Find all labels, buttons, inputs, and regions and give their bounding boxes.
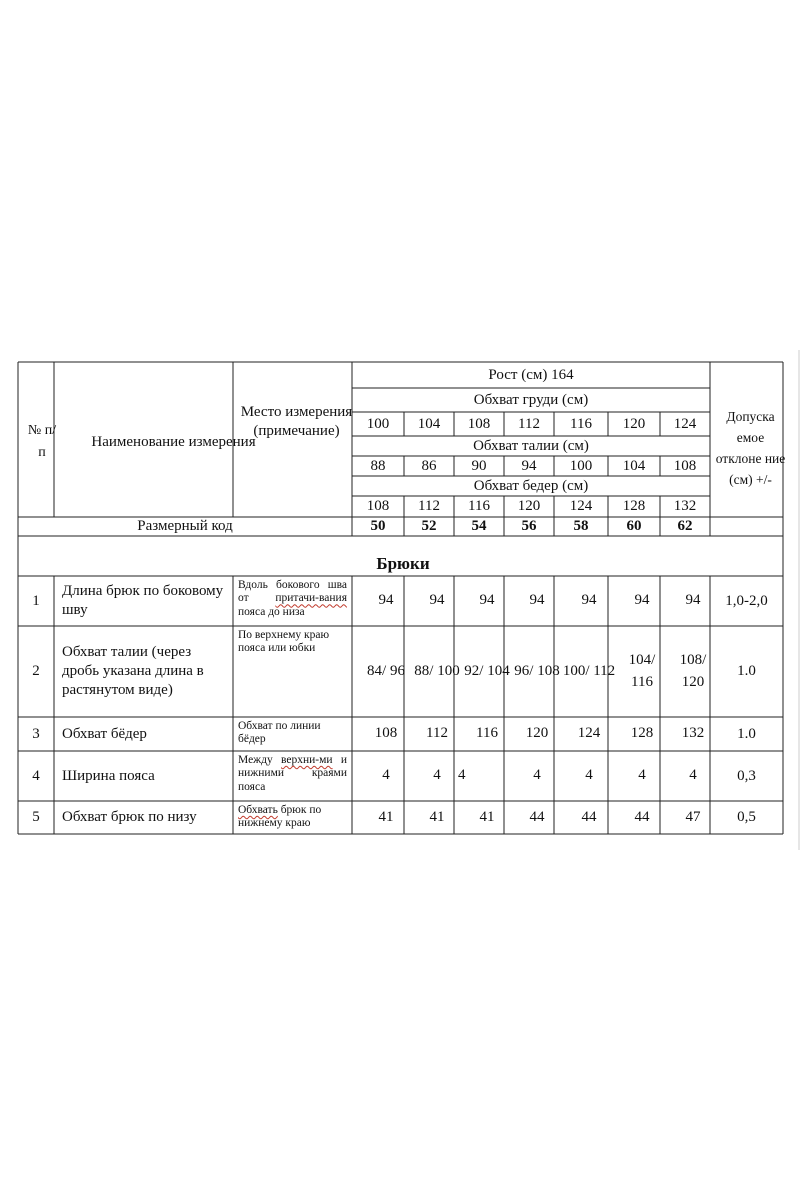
row-value: 88/ 100 — [414, 662, 460, 679]
note-text: Вдоль бокового шва от — [238, 579, 347, 605]
size-code-value: 52 — [421, 518, 437, 534]
size-code-value: 62 — [677, 518, 693, 534]
row-value: 4 — [638, 767, 646, 784]
row-value: 96/ 108 — [514, 662, 560, 679]
chest-value: 100 — [366, 415, 390, 432]
note-text: Обхват по линии бёдер — [238, 720, 321, 746]
header-waist-label: Обхват талии (см) — [473, 437, 589, 454]
size-code-value: 54 — [471, 518, 487, 534]
row-value: 4 — [585, 767, 593, 784]
waist-value: 104 — [622, 457, 646, 474]
row-value: 108 — [374, 725, 398, 742]
row-note — [238, 754, 347, 794]
section-title: Брюки — [376, 553, 430, 573]
note-text: пояса до низа — [238, 605, 305, 618]
note-text: По верхнему краю пояса или юбки — [238, 629, 330, 655]
row-value: 94 — [529, 592, 545, 609]
row-num: 1 — [32, 592, 40, 609]
row-value: 100/ 112 — [562, 662, 616, 679]
row-name: Обхват брюк по низу — [62, 809, 197, 826]
chest-value: 112 — [518, 415, 540, 432]
waist-value: 86 — [421, 457, 437, 474]
waist-value: 88 — [370, 457, 386, 474]
row-value: 4 — [433, 767, 441, 784]
row-value: 4 — [533, 767, 541, 784]
hips-value: 112 — [418, 498, 440, 514]
row-note — [238, 720, 347, 747]
size-code-value: 58 — [573, 518, 589, 534]
row-num: 5 — [32, 809, 40, 825]
row-value: 44 — [634, 808, 650, 825]
row-value: 84/ 96 — [367, 662, 405, 679]
row-num: 3 — [32, 725, 40, 742]
row-value: 120 — [525, 725, 549, 742]
header-tolerance: Допуска емое отклоне ние (см) +/- — [715, 409, 786, 487]
row-name: Ширина пояса — [62, 767, 155, 784]
chest-value: 108 — [467, 415, 491, 432]
hips-value: 116 — [468, 498, 490, 514]
note-underlined-word: притачи-вания — [275, 592, 347, 605]
waist-value: 90 — [471, 457, 487, 474]
header-name: Наименование измерения — [91, 433, 256, 450]
row-value: 94 — [429, 592, 445, 609]
waist-value: 94 — [521, 457, 537, 474]
row-value: 128 — [630, 725, 654, 742]
row-value: 41 — [429, 808, 445, 825]
row-name: Обхват бёдер — [62, 725, 147, 742]
row-value: 94 — [581, 592, 597, 609]
row-value: 108/ 120 — [679, 651, 707, 690]
note-text: и нижними краями пояса — [238, 754, 347, 793]
header-height: Рост (см) 164 — [488, 366, 574, 383]
chest-value: 104 — [417, 415, 441, 432]
row-num: 4 — [32, 767, 40, 784]
row-value: 41 — [479, 808, 495, 825]
size-code-value: 60 — [626, 518, 642, 534]
row-note — [238, 579, 347, 619]
row-value: 124 — [577, 725, 601, 742]
waist-value: 100 — [569, 457, 593, 474]
size-code-value: 50 — [370, 518, 386, 534]
row-tolerance: 1.0 — [737, 725, 756, 742]
row-value: 44 — [529, 808, 545, 825]
hips-value: 108 — [366, 498, 390, 514]
row-tolerance: 0,5 — [737, 809, 756, 825]
note-text: брюк по нижнему краю — [238, 804, 322, 830]
row-note — [238, 804, 347, 831]
row-note — [238, 629, 347, 656]
row-value: 47 — [685, 808, 701, 825]
row-value: 94 — [479, 592, 495, 609]
row-name: Длина брюк по боковому шву — [62, 583, 224, 618]
chest-value: 124 — [673, 415, 697, 432]
chest-value: 120 — [622, 415, 646, 432]
row-num: 2 — [32, 663, 40, 679]
row-name: Обхват талии (через дробь указана длина в растянутом виде) — [62, 644, 204, 698]
note-underlined-word: верхни-ми — [281, 754, 333, 766]
row-value: 112 — [426, 725, 448, 742]
row-value: 44 — [581, 808, 597, 825]
size-code-label: Размерный код — [137, 518, 233, 534]
hips-value: 132 — [673, 498, 697, 514]
size-chart-table — [18, 362, 786, 834]
row-tolerance: 0,3 — [737, 767, 756, 784]
note-text: Между — [238, 754, 282, 766]
row-tolerance: 1,0-2,0 — [725, 592, 768, 609]
hips-value: 128 — [622, 498, 646, 514]
row-value: 94 — [685, 592, 701, 609]
row-tolerance: 1.0 — [737, 663, 756, 679]
hips-value: 124 — [569, 498, 593, 514]
header-hips-label: Обхват бедер (см) — [473, 477, 589, 494]
row-value: 92/ 104 — [464, 662, 510, 679]
note-underlined-word: Обхвать — [238, 804, 278, 816]
size-code-value: 56 — [521, 518, 537, 534]
row-value: 4 — [382, 767, 390, 784]
header-chest-label: Обхват груди (см) — [473, 391, 589, 408]
row-value: 94 — [378, 592, 394, 609]
waist-value: 108 — [673, 457, 697, 474]
row-value: 104/ 116 — [628, 651, 656, 690]
header-place: Место измерения (примечание) — [240, 404, 353, 439]
row-value: 94 — [634, 592, 650, 609]
row-value: 4 — [458, 767, 466, 784]
row-value: 116 — [476, 725, 498, 742]
row-value: 41 — [378, 808, 394, 825]
row-value: 132 — [681, 725, 705, 742]
chest-value: 116 — [570, 415, 592, 432]
row-value: 4 — [689, 767, 697, 784]
header-num: № п/ п — [27, 422, 57, 460]
hips-value: 120 — [517, 498, 541, 514]
